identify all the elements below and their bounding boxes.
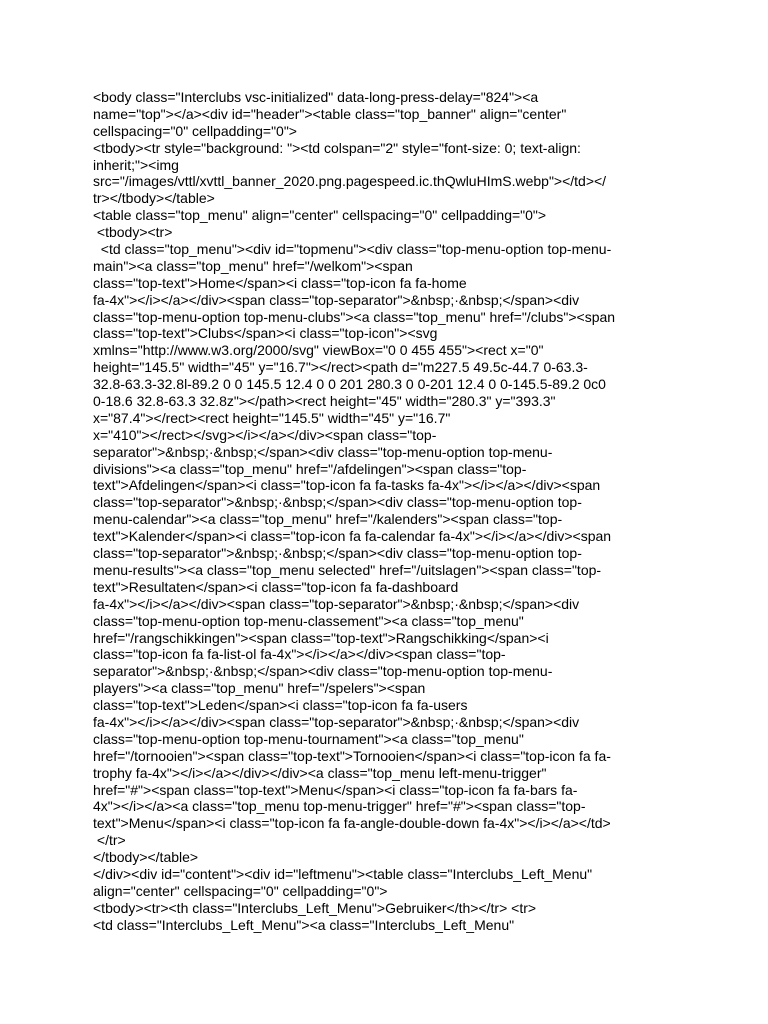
source-line: text">Kalender</span><i class="top-icon fa fa-calendar fa-4x"></i></a></div><span <box>93 528 612 545</box>
source-line: class="top-text">Home</span><i class="top-icon fa fa-home <box>93 274 467 291</box>
source-line: <td class="top_menu"><div id="topmenu"><div class="top-menu-option top-menu- <box>93 241 612 258</box>
source-line: 0-18.6 32.8-63.3 32.8z"></path><rect height="45" width="280.3" y="393.3" <box>93 393 556 410</box>
source-line: height="145.5" width="45" y="16.7"></rect><path d="m227.5 49.5c-44.7 0-63.3- <box>93 359 588 376</box>
source-line: <td class="Interclubs_Left_Menu"><a class="Interclubs_Left_Menu" <box>93 916 515 933</box>
source-line: href="/rangschikkingen"><span class="top-text">Rangschikking</span><i <box>93 629 549 646</box>
source-line: xmlns="http://www.w3.org/2000/svg" viewBox="0 0 455 455"><rect x="0" <box>93 342 544 359</box>
source-line: inherit;"><img <box>93 156 179 173</box>
source-line: <tbody><tr><th class="Interclubs_Left_Menu">Gebruiker</th></tr> <tr> <box>93 899 537 916</box>
source-line: tr></tbody></table> <box>93 190 215 207</box>
source-line: 32.8-63.3-32.8l-89.2 0 0 145.5 12.4 0 0 201 280.3 0 0-201 12.4 0 0-145.5-89.2 0c0 <box>93 376 606 393</box>
source-line: separator">&nbsp;·&nbsp;</span><div class="top-menu-option top-menu- <box>93 443 553 460</box>
source-line: separator">&nbsp;·&nbsp;</span><div class="top-menu-option top-menu- <box>93 663 553 680</box>
source-line: <tbody><tr> <box>93 224 173 241</box>
source-line: fa-4x"></i></a></div><span class="top-separator">&nbsp;·&nbsp;</span><div <box>93 713 580 730</box>
source-line: text">Menu</span><i class="top-icon fa fa-angle-double-down fa-4x"></i></a></td> <box>93 815 611 832</box>
source-line: class="top-text">Clubs</span><i class="top-icon"><svg <box>93 325 438 342</box>
source-line: <body class="Interclubs vsc-initialized" data-long-press-delay="824"><a <box>93 89 539 105</box>
source-line: class="top-menu-option top-menu-tournament"><a class="top_menu" <box>93 730 524 747</box>
source-line: players"><a class="top_menu" href="/spelers"><span <box>93 680 426 697</box>
source-line: href="/tornooien"><span class="top-text">Tornooien</span><i class="top-icon fa fa- <box>93 747 611 764</box>
source-line: menu-results"><a class="top_menu selected" href="/uitslagen"><span class="top- <box>93 561 602 578</box>
source-line: class="top-separator">&nbsp;·&nbsp;</span><div class="top-menu-option top- <box>93 494 582 511</box>
source-line: </tbody></table> <box>93 849 199 866</box>
source-line: menu-calendar"><a class="top_menu" href="/kalenders"><span class="top- <box>93 511 563 528</box>
source-line: 4x"></i></a><a class="top_menu top-menu-trigger" href="#"><span class="top- <box>93 798 586 815</box>
source-line: <tbody><tr style="background: "><td colspan="2" style="font-size: 0; text-align: <box>93 139 581 156</box>
source-line: name="top"></a><div id="header"><table class="top_banner" align="center" <box>93 105 567 122</box>
source-line: class="top-separator">&nbsp;·&nbsp;</span><div class="top-menu-option top- <box>93 545 582 562</box>
source-line: align="center" cellspacing="0" cellpadding="0"> <box>93 882 388 899</box>
source-line: text">Resultaten</span><i class="top-icon fa fa-dashboard <box>93 578 459 595</box>
source-line: class="top-text">Leden</span><i class="top-icon fa fa-users <box>93 697 468 714</box>
source-line: fa-4x"></i></a></div><span class="top-separator">&nbsp;·&nbsp;</span><div <box>93 595 580 612</box>
source-line: src="/images/vttl/xvttl_banner_2020.png.pagespeed.ic.thQwluHImS.webp"></td></ <box>93 173 607 190</box>
source-line: class="top-menu-option top-menu-clubs"><a class="top_menu" href="/clubs"><span <box>93 308 616 325</box>
source-line: fa-4x"></i></a></div><span class="top-separator">&nbsp;·&nbsp;</span><div <box>93 291 580 308</box>
source-line: <table class="top_menu" align="center" cellspacing="0" cellpadding="0"> <box>93 207 547 224</box>
source-line: main"><a class="top_menu" href="/welkom"><span <box>93 257 413 274</box>
source-line: </div><div id="content"><div id="leftmenu"><table class="Interclubs_Left_Menu" <box>93 865 593 882</box>
source-line: href="#"><span class="top-text">Menu</span><i class="top-icon fa fa-bars fa- <box>93 781 578 798</box>
source-line: text">Afdelingen</span><i class="top-icon fa fa-tasks fa-4x"></i></a></div><span <box>93 477 601 494</box>
source-line: cellspacing="0" cellpadding="0"> <box>93 122 297 139</box>
source-line: </tr> <box>93 832 126 849</box>
source-line: divisions"><a class="top_menu" href="/afdelingen"><span class="top- <box>93 460 527 477</box>
html-source-text <box>93 89 683 934</box>
source-line: class="top-menu-option top-menu-classement"><a class="top_menu" <box>93 612 524 629</box>
source-line: class="top-icon fa fa-list-ol fa-4x"></i></a></div><span class="top- <box>93 646 506 663</box>
source-line: trophy fa-4x"></i></a></div></div><a class="top_menu left-menu-trigger" <box>93 764 547 781</box>
source-line: x="87.4"></rect><rect height="145.5" width="45" y="16.7" <box>93 409 451 426</box>
source-line: x="410"></rect></svg></i></a></div><span class="top- <box>93 426 437 443</box>
